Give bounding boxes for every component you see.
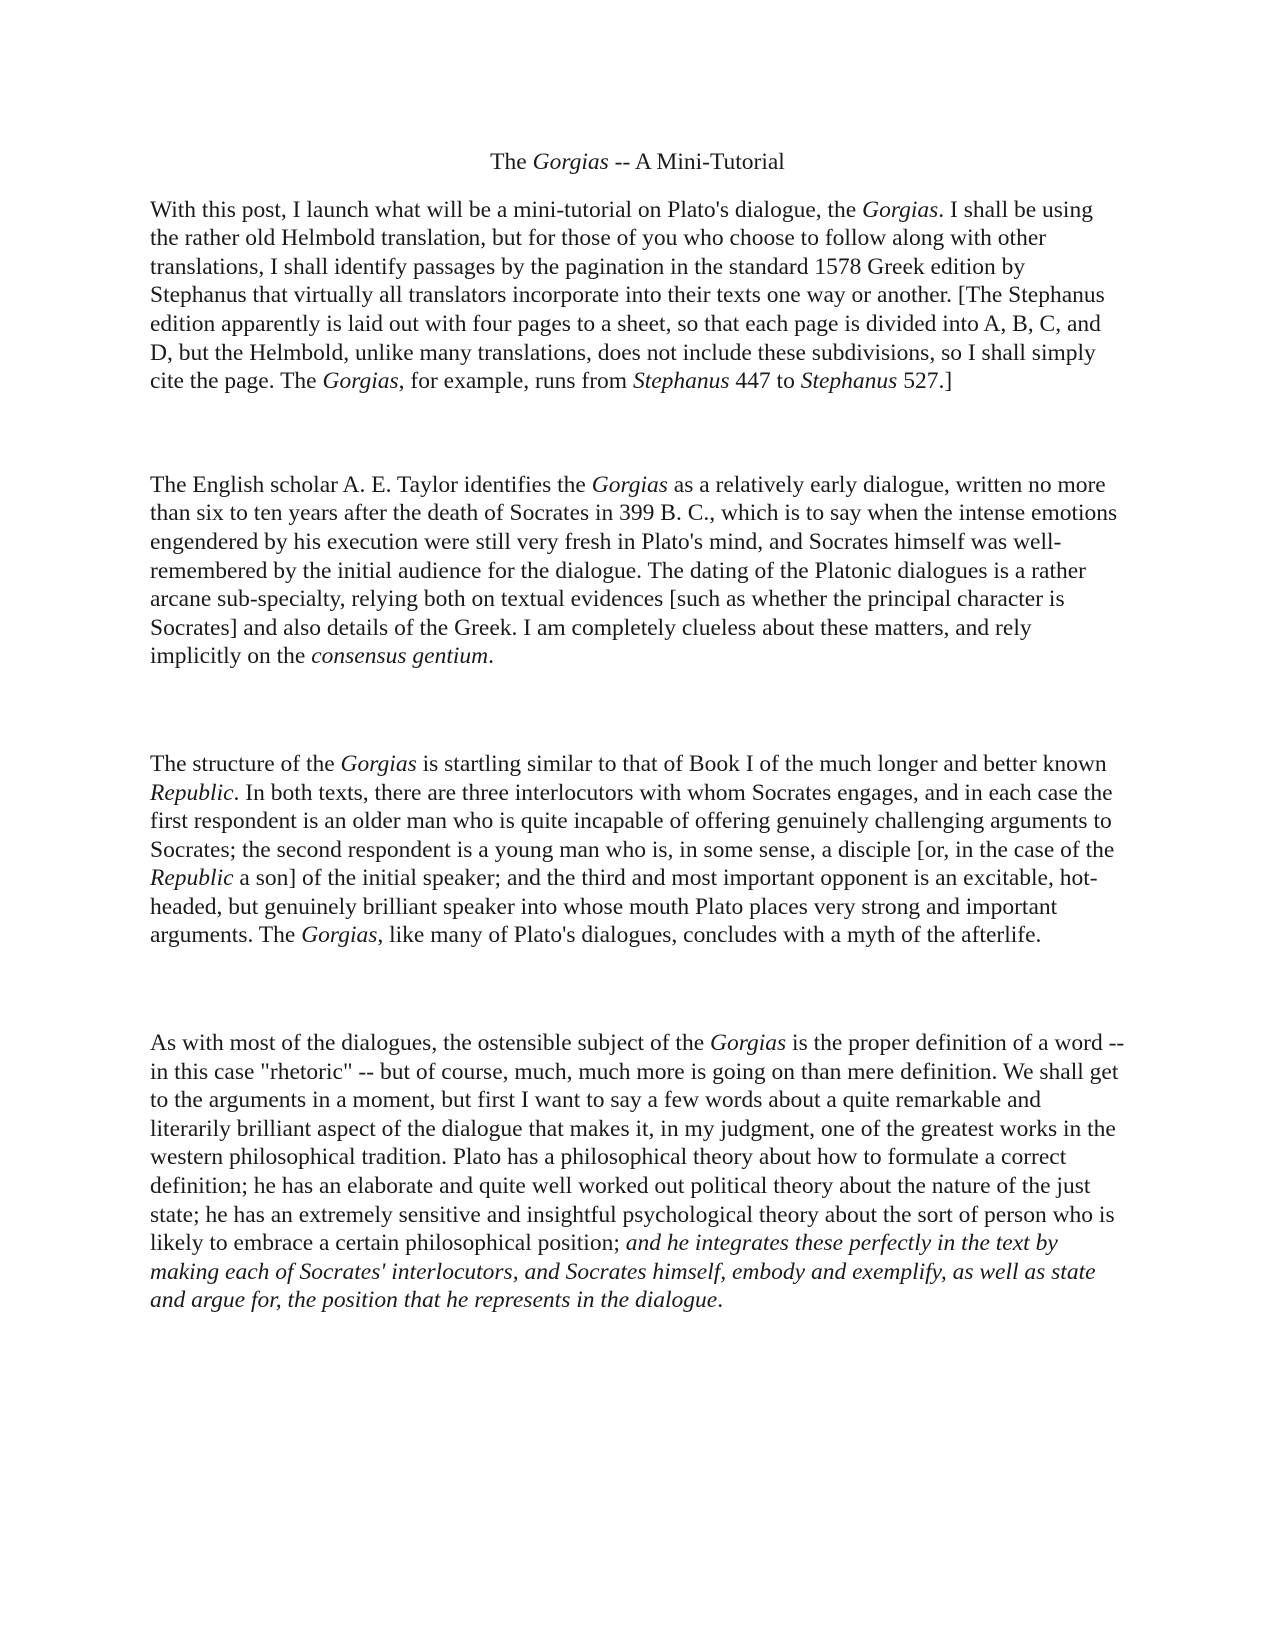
italic-text: Stephanus: [800, 368, 898, 395]
text-segment: The English scholar A. E. Taylor identifies the: [150, 471, 592, 498]
text-segment: is startling similar to that of Book I of the much longer and better known: [416, 750, 1107, 777]
text-segment: With this post, I launch what will be a mini-tutorial on Plato's dialogue, the: [150, 196, 863, 223]
title-prefix: The: [490, 149, 533, 175]
page-title: [150, 148, 1125, 177]
italic-text: Stephanus: [632, 368, 730, 395]
italic-text: Gorgias: [591, 471, 668, 498]
text-segment: is the proper definition of a word -- in this case "rhetoric" -- but of course, much, much more is going on than mere definition. We shall get to the arguments in a moment, but first I want to say a few words about a quite remarkable and literarily brilliant aspect of the dialogue that makes it, in my judgment, one of the greatest works in the western philosophical tradition. Plato has a philosophical theory about how to formulate a correct definition; he has an elaborate and quite well worked out political theory about the nature of the just state; he has an extremely sensitive and insightful psychological theory about the sort of person who is likely to embrace a certain philosophical position;: [150, 1030, 1125, 1257]
italic-text: Gorgias: [862, 196, 939, 223]
text-segment: as a relatively early dialogue, written no more than six to ten years after the death of Socrates in 399 B. C., which is to say when the intense emotions engendered by his execution were still very fresh in Plato's mind, and Socrates himself was well-remembered by the initial audience for the dialogue. The dating of the Platonic dialogues is a rather arcane sub-specialty, relying both on textual evidences [such as whether the principal character is Socrates] and also details of the Greek. I am completely clueless about these matters, and rely implicitly on the: [150, 471, 1118, 670]
text-segment: . In both texts, there are three interlocutors with whom Socrates engages, and in each case the first respondent is an older man who is quite incapable of offering genuinely challenging arguments to Socrates; the second respondent is a young man who is, in some sense, a disciple [or, in the case of the: [150, 779, 1115, 863]
title-suffix: -- A Mini-Tutorial: [608, 149, 785, 175]
text-segment: As with most of the dialogues, the ostensible subject of the: [150, 1030, 710, 1057]
text-segment: 527.]: [897, 368, 953, 395]
text-segment: , like many of Plato's dialogues, concludes with a myth of the afterlife.: [377, 922, 1042, 949]
text-segment: a son] of the initial speaker; and the third and most important opponent is an excitable, hot-headed, but genuinely brilliant speaker into whose mouth Plato places very strong and important arguments. The: [150, 865, 1098, 949]
italic-text: and he integrates these perfectly in the text by making each of Socrates' interlocutors, and Socrates himself, embody and exemplify, as well as state and argue for, the position that he represents in the dialogue: [150, 1230, 1096, 1314]
title-italic: Gorgias: [532, 149, 609, 175]
italic-text: Republic: [150, 779, 234, 806]
paragraph-1: [150, 196, 1125, 396]
paragraph-4: [150, 1029, 1125, 1315]
italic-text: Gorgias: [710, 1030, 787, 1057]
italic-text: Gorgias: [340, 750, 417, 777]
italic-text: consensus gentium: [311, 643, 489, 670]
text-segment: .: [717, 1287, 724, 1314]
text-segment: 447 to: [729, 368, 801, 395]
document-body: [150, 148, 1125, 1315]
paragraph-3: [150, 750, 1125, 950]
text-segment: . I shall be using the rather old Helmbold translation, but for those of you who choose to follow along with other translations, I shall identify passages by the pagination in the standard 1578 Greek edition by Stephanus that virtually all translators incorporate into their texts one way or another. [The Stephanus edition apparently is laid out with four pages to a sheet, so that each page is divided into A, B, C, and D, but the Helmbold, unlike many translations, does not include these subdivisions, so I shall simply cite the page. The: [150, 196, 1105, 395]
text-segment: , for example, runs from: [398, 368, 633, 395]
italic-text: Gorgias: [301, 922, 378, 949]
text-segment: The structure of the: [150, 750, 341, 777]
italic-text: Gorgias: [322, 368, 399, 395]
italic-text: Republic: [150, 865, 234, 892]
paragraph-2: [150, 471, 1125, 671]
text-segment: .: [488, 643, 494, 670]
